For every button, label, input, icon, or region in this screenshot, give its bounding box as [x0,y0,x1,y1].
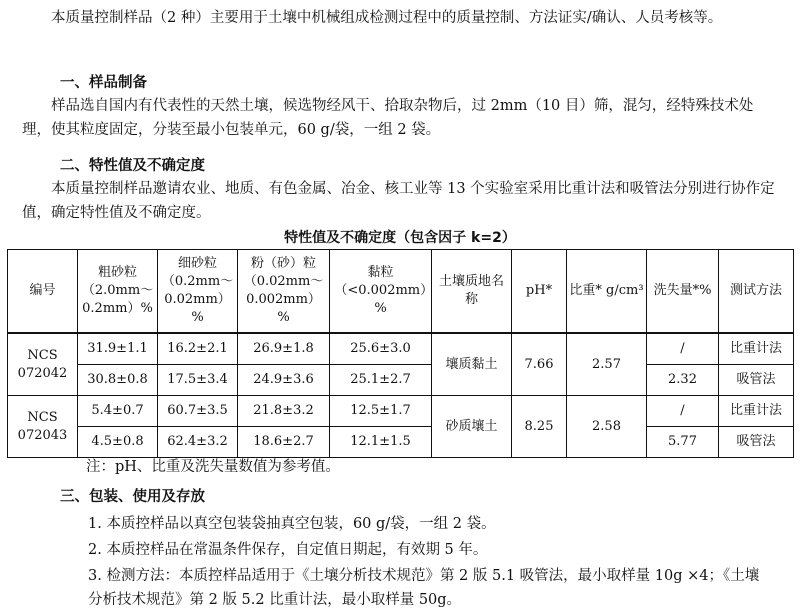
intro-paragraph: 本质量控制样品（2 种）主要用于土壤中机械组成检测过程中的质量控制、方法证实/确认、人员考核等。 [51,10,723,26]
coarse-value: 4.5±0.8 [78,427,158,458]
sample-id: NCS 072043 [8,396,78,458]
clay-value: 12.1±1.5 [330,427,432,458]
silt-value: 18.6±2.7 [238,427,330,458]
coarse-value: 31.9±1.1 [78,333,158,365]
clay-value: 12.5±1.7 [330,396,432,427]
header-coarse-sand: 粗砂粒（2.0mm～0.2mm）% [78,250,158,334]
coarse-value: 30.8±0.8 [78,365,158,396]
method-value: 比重计法 [719,396,794,427]
table-row [8,396,794,427]
header-silt: 粉（砂）粒（0.02mm～0.002mm）% [238,250,330,334]
header-ph: pH* [512,250,567,334]
texture-value: 砂质壤土 [432,396,512,458]
header-clay: 黏粒（<0.002mm）% [330,250,432,334]
list-item: 1. 本质控样品以真空包装袋抽真空包装，60 g/袋，一组 2 袋。 [88,516,496,532]
header-loss: 洗失量*% [647,250,719,334]
silt-value: 24.9±3.6 [238,365,330,396]
loss-value: / [647,396,719,427]
loss-value: 2.32 [647,365,719,396]
fine-value: 16.2±2.1 [158,333,238,365]
section-1-heading: 一、样品制备 [60,75,147,91]
fine-value: 60.7±3.5 [158,396,238,427]
header-id: 编号 [8,250,78,334]
method-value: 比重计法 [719,333,794,365]
table-note: 注：pH、比重及洗失量数值为参考值。 [86,459,340,475]
silt-value: 26.9±1.8 [238,333,330,365]
table-row [8,333,794,365]
fine-value: 17.5±3.4 [158,365,238,396]
density-value: 2.58 [567,396,647,458]
fine-value: 62.4±3.2 [158,427,238,458]
method-value: 吸管法 [719,427,794,458]
list-item: 3. 检测方法：本质控样品适用于《土壤分析技术规范》第 2 版 5.1 吸管法，最小取样量 10g ×4；《土壤分析技术规范》第 2 版 5.2 比重计法，最小取样量 50g。 [88,568,760,608]
method-value: 吸管法 [719,365,794,396]
header-fine-sand: 细砂粒（0.2mm～0.02mm）% [158,250,238,334]
table-header-row [8,250,794,334]
header-method: 测试方法 [719,250,794,334]
section-3-heading: 三、包装、使用及存放 [60,489,205,505]
coarse-value: 5.4±0.7 [78,396,158,427]
density-value: 2.57 [567,333,647,396]
ph-value: 7.66 [512,333,567,396]
clay-value: 25.6±3.0 [330,333,432,365]
loss-value: 5.77 [647,427,719,458]
table-row [8,427,794,458]
ph-value: 8.25 [512,396,567,458]
section-1-text: 样品选自国内有代表性的天然土壤，候选物经风干、拾取杂物后，过 2mm（10 目）筛，混匀，经特殊技术处理，使其粒度固定，分装至最小包装单元，60 g/袋，一组 2 袋。 [22,98,754,138]
sample-id: NCS 072042 [8,333,78,396]
header-density: 比重* g/cm³ [567,250,647,334]
table-row [8,365,794,396]
table-caption: 特性值及不确定度（包含因子 k=2） [284,230,516,246]
loss-value: / [647,333,719,365]
section-2-text: 本质量控制样品邀请农业、地质、有色金属、冶金、核工业等 13 个实验室采用比重计法和吸管法分别进行协作定值，确定特性值及不确定度。 [22,181,775,221]
list-item: 2. 本质控样品在常温条件保存，自定值日期起，有效期 5 年。 [88,542,488,558]
texture-value: 壤质黏土 [432,333,512,396]
clay-value: 25.1±2.7 [330,365,432,396]
properties-table [7,249,794,458]
section-2-heading: 二、特性值及不确定度 [60,158,205,174]
silt-value: 21.8±3.2 [238,396,330,427]
header-texture: 土壤质地名称 [432,250,512,334]
